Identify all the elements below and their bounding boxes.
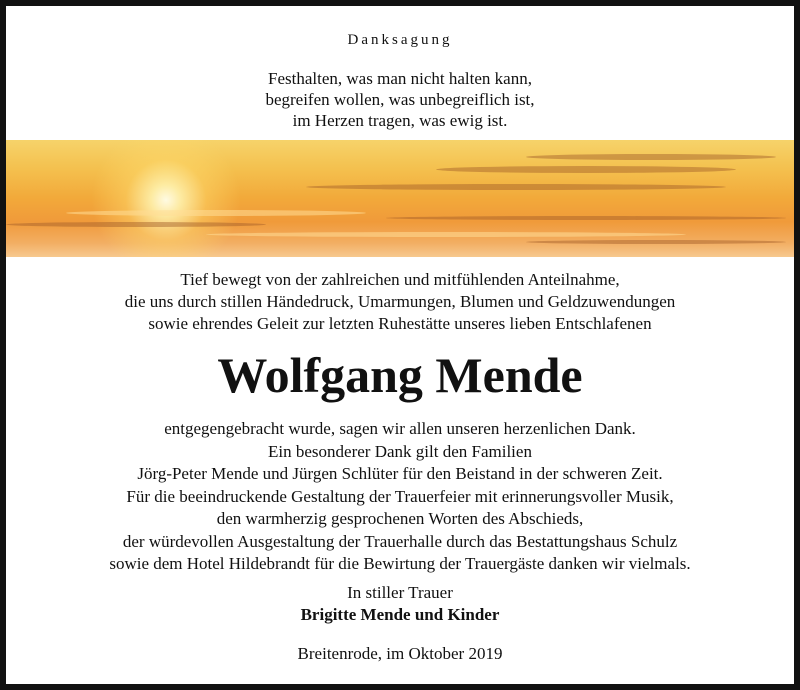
poem-line: im Herzen tragen, was ewig ist.	[292, 111, 508, 130]
sun-icon	[86, 140, 246, 257]
cloud-streak	[436, 166, 736, 173]
thanks-line: Ein besonderer Dank gilt den Familien	[268, 441, 532, 461]
poem-line: Festhalten, was man nicht halten kann,	[268, 69, 532, 88]
thanks-line: sowie dem Hotel Hildebrandt für die Bewirtung der Trauergäste danken wir vielmals.	[109, 554, 691, 573]
cloud-streak	[206, 232, 686, 237]
signer-names: Brigitte Mende und Kinder	[300, 605, 500, 624]
cloud-streak	[526, 154, 776, 160]
cloud-streak	[6, 222, 266, 227]
cloud-streak	[66, 210, 366, 216]
place-date: Breitenrode, im Oktober 2019	[297, 644, 503, 663]
sunset-sky-image	[6, 140, 794, 257]
thanks-line: der würdevollen Ausgestaltung der Trauerhalle durch das Bestattungshaus Schulz	[122, 531, 678, 551]
thanks-line: entgegengebracht wurde, sagen wir allen unseren herzenlichen Dank.	[164, 419, 636, 438]
poem	[6, 68, 794, 131]
thanks-line: den warmherzig gesprochenen Worten des Abschieds,	[216, 509, 584, 528]
intro-line: sowie ehrendes Geleit zur letzten Ruhestätte unseres lieben Entschlafenen	[148, 314, 652, 333]
closing-line: In stiller Trauer	[347, 583, 453, 602]
thanks-text	[6, 418, 794, 576]
thanks-line: Jörg-Peter Mende und Jürgen Schlüter für den Beistand in der schweren Zeit.	[137, 464, 663, 483]
notice-heading: Danksagung	[347, 32, 453, 48]
thanks-line: Für die beeindruckende Gestaltung der Trauerfeier mit erinnerungsvoller Musik,	[126, 486, 674, 506]
closing-block	[6, 582, 794, 626]
cloud-streak	[386, 216, 786, 220]
intro-line: Tief bewegt von der zahlreichen und mitfühlenden Anteilnahme,	[180, 270, 620, 289]
cloud-streak	[306, 184, 726, 190]
intro-text	[6, 269, 794, 335]
intro-line: die uns durch stillen Händedruck, Umarmungen, Blumen und Geldzuwendungen	[124, 292, 676, 311]
deceased-name: Wolfgang Mende	[217, 347, 583, 403]
cloud-streak	[526, 240, 786, 244]
poem-line: begreifen wollen, was unbegreiflich ist,	[265, 90, 535, 109]
